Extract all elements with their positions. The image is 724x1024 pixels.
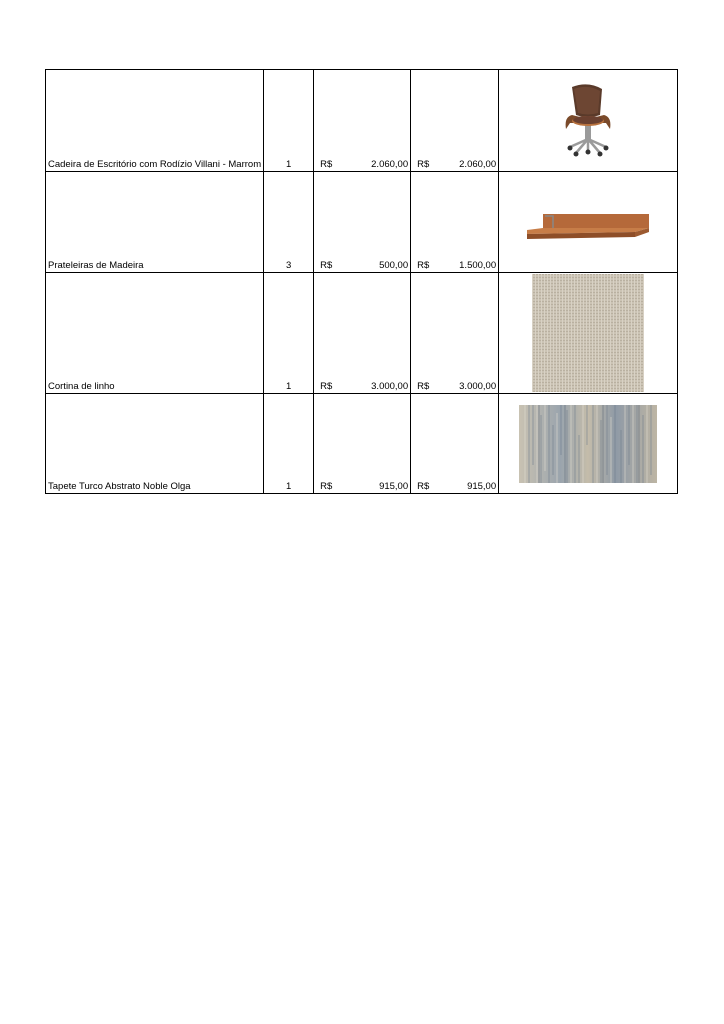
item-quantity: 1 [264,70,314,172]
currency-symbol: R$ [320,260,333,271]
item-image-cell [499,273,678,394]
office-chair-image [558,81,618,161]
table-row [46,70,678,172]
item-description: Tapete Turco Abstrato Noble Olga [46,394,264,494]
item-total [411,394,499,494]
unit-price-value: 500,00 [379,260,409,271]
linen-fabric-image [532,274,644,392]
item-unit-price [314,273,411,394]
currency-symbol: R$ [417,260,430,271]
total-value: 2.060,00 [459,159,497,170]
item-quantity: 1 [264,394,314,494]
currency-symbol: R$ [417,159,430,170]
abstract-rug-image [519,405,657,483]
item-unit-price [314,394,411,494]
total-value: 915,00 [467,481,497,492]
table-row [46,172,678,273]
table-row [46,394,678,494]
item-total [411,172,499,273]
item-quantity: 3 [264,172,314,273]
unit-price-value: 915,00 [379,481,409,492]
currency-symbol: R$ [320,159,333,170]
product-table [45,69,678,494]
item-total [411,70,499,172]
item-image-cell [499,70,678,172]
item-unit-price [314,70,411,172]
item-description: Prateleiras de Madeira [46,172,264,273]
item-quantity: 1 [264,273,314,394]
unit-price-value: 3.000,00 [371,381,409,392]
unit-price-value: 2.060,00 [371,159,409,170]
item-description: Cadeira de Escritório com Rodízio Villani - Marrom [46,70,264,172]
item-total [411,273,499,394]
table-row [46,273,678,394]
currency-symbol: R$ [417,481,430,492]
item-image-cell [499,394,678,494]
currency-symbol: R$ [417,381,430,392]
wooden-shelf-image [523,210,653,244]
item-image-cell [499,172,678,273]
currency-symbol: R$ [320,381,333,392]
total-value: 1.500,00 [459,260,497,271]
item-description: Cortina de linho [46,273,264,394]
item-unit-price [314,172,411,273]
currency-symbol: R$ [320,481,333,492]
total-value: 3.000,00 [459,381,497,392]
